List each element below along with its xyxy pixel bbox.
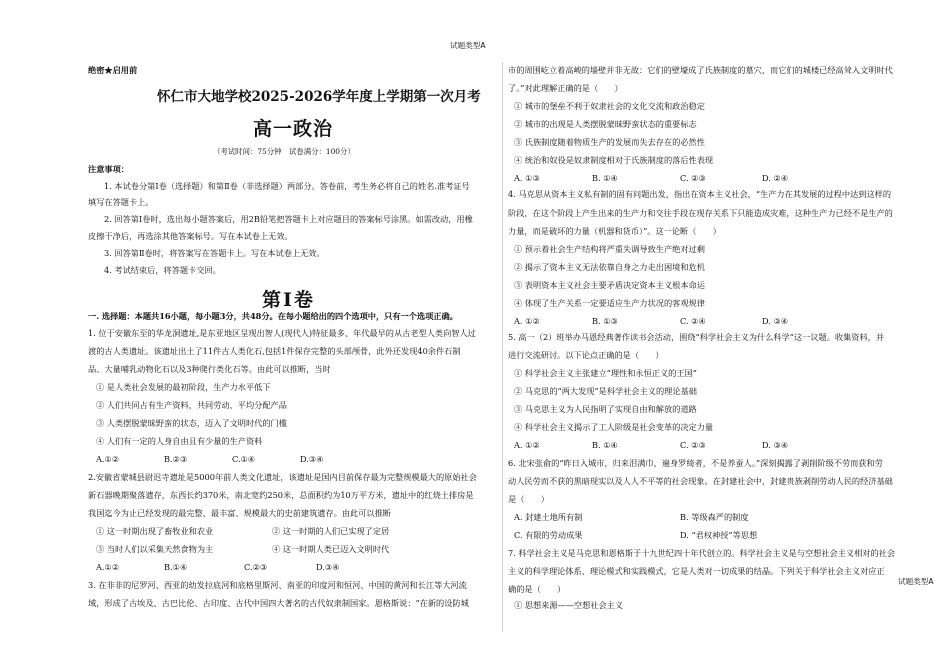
answer-option: D. ③④ [762,316,789,326]
question-stem-line: 新石器晚期聚落遗存，东西长约370米，南北宽约250米，总面积约为10万平方米，遗址中的红烧土排房是 [88,490,474,500]
question-stem-line: 1. 位于安徽东至的华龙洞遗址,是东亚地区呈现出智人(现代人)特征最多、年代最早的从古老型人类向智人过 [88,328,476,338]
statement-item: ① 城市的堡垒不利于奴隶社会的文化交流和政治稳定 [514,101,705,111]
question-stem-line: 阶段，在这个阶段上产生出来的生产力和交往手段在现存关系下只能造成灾难，这种生产力已经不是生产的 [508,208,893,218]
question-stem-line: 力量，而是破坏的力量（机器和货币）”。这一论断（ ） [508,226,721,236]
question-stem-line: 2.安徽省蒙城县尉迟寺遗址是5000年前人类文化遗址，该遗址是国内目前保存最为完整规模最大的原始社会 [88,472,477,482]
answer-option: A.①② [96,454,120,464]
paper-type-margin-label: 试题类型A [898,577,934,586]
question-stem-line: 3. 在非非的尼罗河、西亚的幼发拉底河和底格里斯河、南亚的印度河和恒河、中国的黄河和长江等大河流 [88,580,467,590]
answer-option: C. ②③ [680,173,706,183]
question-stem-line: 进行交流研讨。以下论点正确的是（ ） [508,350,664,360]
question-stem-line: 市的周围屹立着高峻的墙壁并非无故：它们的壁壕成了氏族制度的墓穴，而它们的城楼已经高耸入文明时代 [508,65,893,75]
question-stem-line: 了。”对此理解正确的是（ ） [508,83,623,93]
statement-item: ④ 这一时期人类已迈入文明时代 [272,544,390,554]
statement-item: ② 城市的出现是人类摆脱蒙昧野蛮状态的重要标志 [514,119,697,129]
answer-option: A. ①③ [514,173,540,183]
statement-item: ② 人们共同占有生产资料，共同劳动，平均分配产品 [96,400,287,410]
statement-item: ① 这一时期出现了畜牧业和农业 [96,526,214,536]
paper-type-label: 试题类型A [450,41,486,50]
answer-option: A. ①② [514,440,540,450]
statement-item: ④ 统治和奴役是奴隶制度相对于氏族制度的落后性表现 [514,155,714,165]
answer-option: C. ②④ [680,316,706,326]
statement-item: ③ 人类摆脱蒙昧野蛮的状态，迈入了文明时代的门槛 [96,418,287,428]
statement-item: ② 这一时期的人们已实现了定居 [272,526,390,536]
answer-option: B.①④ [164,562,188,572]
answer-option: C. 有限的劳动成果 [514,530,583,540]
volume-title: 第Ⅰ卷 [262,289,315,311]
notes-title: 注意事项： [88,164,129,174]
statement-item: ③ 氏族制度随着物质生产的发展而失去存在的必然性 [514,137,705,147]
answer-option: C. ②③ [680,440,706,450]
answer-option: A. 封建土地所有制 [514,512,583,522]
statement-item: ③ 马克思主义为人民指明了实现自由和解放的道路 [514,404,697,414]
answer-option: D.③④ [316,562,340,572]
note-line: 2. 回答第Ⅰ卷时，选出每小题答案后，用2B铅笔把答题卡上对应题目的答案标号涂黑。如需改动，用橡 [104,214,473,224]
statement-item: ② 揭示了资本主义无法依靠自身之力走出困境和危机 [514,262,705,272]
statement-item: ② 马克思的“两大发现”是科学社会主义的理论基础 [514,386,697,396]
question-stem-line: 动人民劳而不获的黑暗现实以及人人不平等的社会现象。在封建社会中，封建贵族剥削劳动人民的经济基础 [508,476,893,486]
exam-info: （考试时间：75分钟 试卷满分：100分） [213,147,355,156]
question-stem-line: 是（ ） [508,494,549,504]
question-stem-line: 域，形成了古埃及、古巴比伦、古印度、古代中国四大著名的古代奴隶制国家。恩格斯说：“在新的设防城 [88,598,469,608]
question-stem-line: 我国迄今为止已经发现的最完整、最丰富、规模最大的史前建筑遗存。由此可以推断 [88,508,391,518]
secret-label: 绝密★启用前 [88,65,138,75]
note-line: 3. 回答第Ⅱ卷时，将答案写在答题卡上。写在本试卷上无效。 [104,248,325,258]
question-stem-line: 4. 马克思从资本主义私有制的固有问题出发，指出在资本主义社会，“生产力在其发展的过程中达到这样的 [508,189,892,199]
answer-option: B. ①④ [592,440,618,450]
statement-item: ③ 当时人们以采集天然食物为主 [96,544,214,554]
statement-item: ① 预示着社会生产结构将严重失调导致生产绝对过剩 [514,244,705,254]
statement-item: ④ 体现了生产关系一定要适应生产力状况的客观规律 [514,298,705,308]
question-stem-line: 确的是（ ） [508,584,566,594]
section-header: 一. 选择题：本题共16小题，每小题3分，共48分。在每小题给出的四个选项中，只有一个选项正确。 [88,311,458,321]
answer-option: C.②③ [244,562,268,572]
subject-title: 高一政治 [253,118,334,140]
answer-option: B. 等级森严的制度 [680,512,749,522]
question-stem-line: 5. 高一（2）班举办马恩经典著作读书会活动，围绕“科学社会主义为什么科学”这一议题。收集资料，并 [508,332,885,342]
question-stem-line: 渡的古人类遗址。该遗址出土了11件古人类化石,包括1件保存完整的头部颅骨，此外还发现40余件石制 [88,346,461,356]
note-line: 皮擦干净后，再选涂其他答案标号。写在本试卷上无效。 [88,231,293,241]
statement-item: ④ 科学社会主义揭示了工人阶级是社会变革的决定力量 [514,422,714,432]
statement-item: ① 是人类社会发展的最初阶段，生产力水平低下 [96,382,271,392]
column-divider [502,62,503,632]
answer-option: A.①② [96,562,120,572]
exam-title: 怀仁市大地学校2025-2026学年度上学期第一次月考 [157,89,481,105]
answer-option: D.③④ [300,454,324,464]
answer-option: B. ①③ [592,316,618,326]
question-stem-line: 6. 北宋张俞的“昨日入城市，归来泪满巾，遍身罗绮者，不是养蚕人。”深刻揭露了剥削阶级不劳而获和劳 [508,458,883,468]
note-line: 4. 考试结束后，将答题卡交回。 [104,265,221,275]
note-line: 填写在答题卡上。 [88,197,154,207]
statement-item: ③ 表明资本主义社会主要矛盾决定资本主义根本命运 [514,280,705,290]
note-line: 1. 本试卷分第Ⅰ卷（选择题）和第Ⅱ卷（非选择题）两部分。答卷前，考生务必将自己的姓名.准考证号 [104,181,470,191]
answer-option: D. “君权神授”等思想 [680,530,758,540]
answer-option: D. ③④ [762,440,789,450]
answer-option: B. ①④ [592,173,618,183]
statement-item: ④ 人们有一定的人身自由且有少量的生产资料 [96,436,263,446]
answer-option: D. ②④ [762,173,789,183]
question-stem-line: 7. 科学社会主义是马克思和恩格斯于十九世纪四十年代创立的。科学社会主义是与空想社会主义相对的社会 [508,548,896,558]
answer-option: A. ①② [514,316,540,326]
statement-item: ① 科学社会主义主张建立“理性和永恒正义的王国” [514,368,697,378]
question-stem-line: 主义的科学理论体系、理论模式和实践模式，它是人类对一切成果的结晶。下列关于科学社会主义对应正 [508,566,885,576]
question-stem-line: 品、大量哺乳动物化石以及3种爬行类化石等。由此可以推断，当时 [88,364,331,374]
answer-option: B.②③ [164,454,188,464]
answer-option: C.①④ [232,454,256,464]
statement-item: ① 思想来源——空想社会主义 [514,600,624,610]
